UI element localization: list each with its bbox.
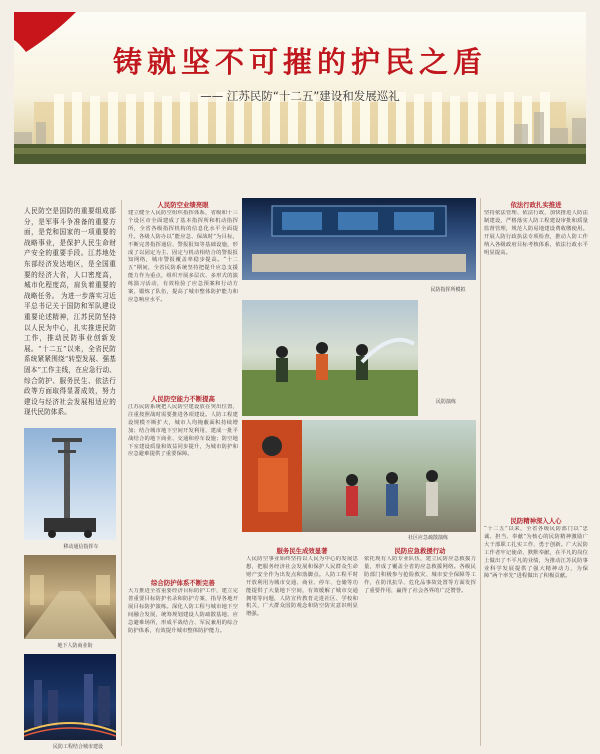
header-banner	[14, 12, 586, 164]
photo-night-city	[24, 654, 116, 740]
section-text: “十二五”以来，全省各级民防部门以“忠诚、担当、奉献”为核心的民防精神激励广大干部职工扎实工作、勇于创新。广大民防工作者牢记使命，默默奉献，在平凡的岗位上做出了不平凡的业绩，为推动江苏民防事业科学发展提供了强大精神动力，为保障“两个率先”进程做出了积极贡献。	[484, 526, 588, 580]
caption-rescue: 民防演练	[435, 399, 456, 405]
photo-underground-mall	[24, 555, 116, 639]
page-title: 铸就坚不可摧的护民之盾	[112, 45, 487, 79]
photo-community-evacuation	[242, 420, 476, 532]
section-text: 建立健全人民防空组织指挥体系，省级和十三个设区市全面建成了基本指挥所和机动指挥所，全省各级指挥机构的信息化水平全面提升。各级人防办以“能应急、保战时”为目标，不断完善指挥通信、警报报知等基础设施，形成了以固定为主、固定与机动相结合的警报报知网络，城市警报覆盖率稳步提高。“十二五”期间，全省民防系统坚持把提升应急支援能力作为重点，组织开展多层次、多形式的演练演习活动，有效检验了应急预案和行动方案，锻炼了队伍，提高了城市整体防护能力和应急响应水平。	[128, 210, 238, 303]
caption-night: 民防工程结合城市建设	[52, 744, 103, 750]
caption-mall: 地下人防商业街	[57, 643, 93, 649]
section-heading: 人民防空能力不断提高	[151, 395, 215, 403]
page-subtitle: —— 江苏民防“十二五”建设和发展巡礼	[200, 89, 400, 103]
section-heading: 民防应急救援行动	[394, 547, 446, 555]
section-heading: 依法行政扎实推进	[510, 201, 562, 209]
caption-command: 民防指挥所模拟	[430, 287, 466, 293]
section-heading: 综合防护体系不断完善	[151, 579, 215, 587]
section-text: 江苏民防系统把人民防空建设放在突出位置，注重按照战时需要推进各项建设。人防工程建设规模不断扩大，城市人均掩蔽面积持续增加；结合城市地下空间开发利用，建成一批平战结合的地下商业、交通和停车设施；防空地下室建设质量和效益同步提升，为城市防护和应急避难提供了重要保障。	[128, 404, 238, 458]
photo-rescue-drill	[242, 300, 418, 416]
section-text: 大力推进全省重要经济目标防护工作，建立完善重要目标防护名录和防护方案，指导各地开展目标防护演练。深化人防工程与城市地下空间融合发展，统筹规划建设人防疏散基地、应急避难场所，形成平战结合、军民兼用的综合防护体系，有效提升城市整体防护能力。	[128, 588, 238, 634]
photo-communications-tower	[24, 428, 116, 540]
section-text: 依托现有人防专业队伍，建立民防应急救援力量，形成了覆盖全省的应急救援网络。各级民防部门积极参与抢险救灾、城市安全保障等工作，在防汛抗旱、危化品事故处置等方面发挥了重要作用，赢得了社会各界的广泛赞誉。	[364, 556, 476, 594]
section-heading: 人民防空业绩亮眼	[157, 201, 209, 209]
photo-command-center	[242, 198, 476, 280]
section-text: 人民防空事业始终坚持以人民为中心的发展思想，把服务经济社会发展和保护人民群众生命财产安全作为出发点和落脚点。人防工程平时开放利用为城市交通、商业、停车、仓储等功能提供了大量地下空间，有效缓解了城市交通拥堵等问题，人防宣传教育走进社区、学校和机关，广大群众国防观念和防空防灾意识明显增强。	[246, 556, 358, 618]
section-heading: 民防精神深入人心	[510, 517, 562, 525]
caption-crowd: 社区应急疏散演练	[407, 535, 448, 541]
section-text: 坚持依法管理、依法行政，加快推进人防法制建设，严格落实人防工程建设审批和质量监督管理，规范人防易地建设费收缴使用。开展人防行政执法专项检查，推动人防工作纳入各级政府目标考核体系，依法行政水平明显提高。	[484, 210, 588, 256]
caption-tower: 移动通信指挥车	[63, 544, 99, 550]
section-heading: 服务民生成效显著	[276, 547, 328, 555]
intro-paragraph: 人民防空是国防的重要组成部分，是军事斗争准备的重要方面，是党和国家的一项重要的战略事业，是保护人民生命财产安全的重要手段。江苏地处东部经济发达地区，是全国重要的经济大省，人口密度高，城市化程度高，肩负着重要的战略任务。 为进一步落实习近平总书记关于国防和军队建设重要论述精神，江苏民防坚持以人民为中心，扎实推进民防工作，推动民防事业创新发展。“十二五”以来，全省民防系统紧紧围绕“转型发展、强基固本”工作主线，在应急行动、综合防护、服务民生、依法行政等方面取得显著成效，努力建设与经济社会发展相适应的现代民防体系。	[24, 207, 116, 416]
